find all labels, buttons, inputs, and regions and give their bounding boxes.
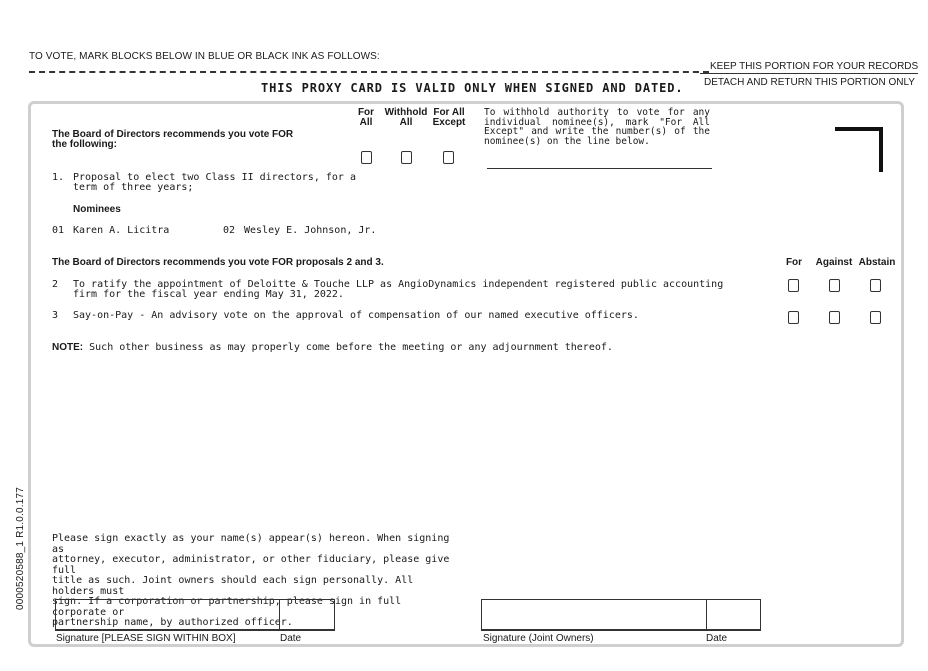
joint-signature-box[interactable] bbox=[481, 599, 707, 630]
checkbox-proposal-3-abstain[interactable] bbox=[870, 311, 881, 324]
checkbox-proposal-2-abstain[interactable] bbox=[870, 279, 881, 292]
validity-notice: THIS PROXY CARD IS VALID ONLY WHEN SIGNED AND DATED. bbox=[261, 81, 684, 95]
board-recommendation-2-3: The Board of Directors recommends you vote FOR proposals 2 and 3. bbox=[52, 257, 384, 268]
signature-instructions: Please sign exactly as your name(s) appear(s) hereon. When signing as attorney, executor, administrator, or other fiduciary, please give full title as such. Joint owners should each sign personally. All holders must sign. If a corporation or partnership, please sign in full corporate or partnership name, by authorized officer. bbox=[52, 533, 450, 628]
nominee-02-number: 02 bbox=[223, 225, 236, 236]
detach-dashed-line bbox=[29, 71, 709, 73]
col-withhold-all: Withhold All bbox=[384, 107, 428, 128]
col-for-all: For All bbox=[357, 107, 375, 128]
withhold-instruction: To withhold authority to vote for any individual nominee(s), mark "For All Except" and write the number(s) of the nominee(s) on the line below. bbox=[484, 107, 710, 147]
nominee-02-name: Wesley E. Johnson, Jr. bbox=[244, 225, 377, 236]
nominee-01-name: Karen A. Licitra bbox=[73, 225, 170, 236]
proposal-1-text: Proposal to elect two Class II directors, for a term of three years; bbox=[73, 172, 356, 193]
nominees-heading: Nominees bbox=[73, 204, 121, 215]
proposal-3-text: Say-on-Pay - An advisory vote on the approval of compensation of our named executive officers. bbox=[73, 310, 639, 321]
checkbox-for-all-except[interactable] bbox=[443, 151, 454, 164]
joint-signature-label: Signature (Joint Owners) bbox=[483, 633, 594, 644]
col-for-all-except: For All Except bbox=[432, 107, 466, 128]
nominee-01-number: 01 bbox=[52, 225, 65, 236]
col-for: For bbox=[785, 257, 803, 268]
keep-portion-rule bbox=[700, 73, 907, 74]
board-recommendation-1: The Board of Directors recommends you vote FOR the following: bbox=[52, 129, 294, 150]
registration-mark-icon bbox=[835, 127, 883, 131]
checkbox-proposal-3-against[interactable] bbox=[829, 311, 840, 324]
joint-signature-baseline bbox=[481, 630, 761, 631]
note-text: Such other business as may properly come before the meeting or any adjournment thereof. bbox=[83, 342, 613, 353]
note bbox=[52, 343, 613, 353]
proposal-3-number: 3 bbox=[52, 310, 59, 321]
checkbox-for-all[interactable] bbox=[361, 151, 372, 164]
date-label: Date bbox=[280, 633, 302, 644]
joint-date-box[interactable] bbox=[706, 599, 761, 630]
joint-date-label: Date bbox=[706, 633, 728, 644]
signature-label: Signature [PLEASE SIGN WITHIN BOX] bbox=[56, 633, 236, 644]
keep-portion-label: KEEP THIS PORTION FOR YOUR RECORDS bbox=[710, 61, 919, 72]
proposal-2-number: 2 bbox=[52, 279, 59, 290]
note-label: NOTE: bbox=[52, 342, 84, 353]
detach-portion-label: DETACH AND RETURN THIS PORTION ONLY bbox=[704, 77, 915, 88]
checkbox-withhold-all[interactable] bbox=[401, 151, 412, 164]
checkbox-proposal-2-against[interactable] bbox=[829, 279, 840, 292]
signature-baseline bbox=[55, 630, 335, 631]
date-box[interactable] bbox=[279, 599, 335, 630]
checkbox-proposal-2-for[interactable] bbox=[788, 279, 799, 292]
proposal-1-number: 1. bbox=[52, 172, 65, 183]
document-id: 0000520588_1 R1.0.0.177 bbox=[15, 486, 26, 610]
proposal-2-text: To ratify the appointment of Deloitte & Touche LLP as AngioDynamics independent registered public accounting firm for the fiscal year ending May 31, 2022. bbox=[73, 279, 724, 300]
withhold-nominee-write-line[interactable] bbox=[487, 168, 712, 169]
signature-box[interactable] bbox=[55, 599, 280, 630]
vote-instructions: TO VOTE, MARK BLOCKS BELOW IN BLUE OR BLACK INK AS FOLLOWS: bbox=[29, 51, 380, 62]
col-abstain: Abstain bbox=[858, 257, 896, 268]
registration-mark-icon-vertical bbox=[879, 127, 883, 172]
checkbox-proposal-3-for[interactable] bbox=[788, 311, 799, 324]
col-against: Against bbox=[815, 257, 853, 268]
